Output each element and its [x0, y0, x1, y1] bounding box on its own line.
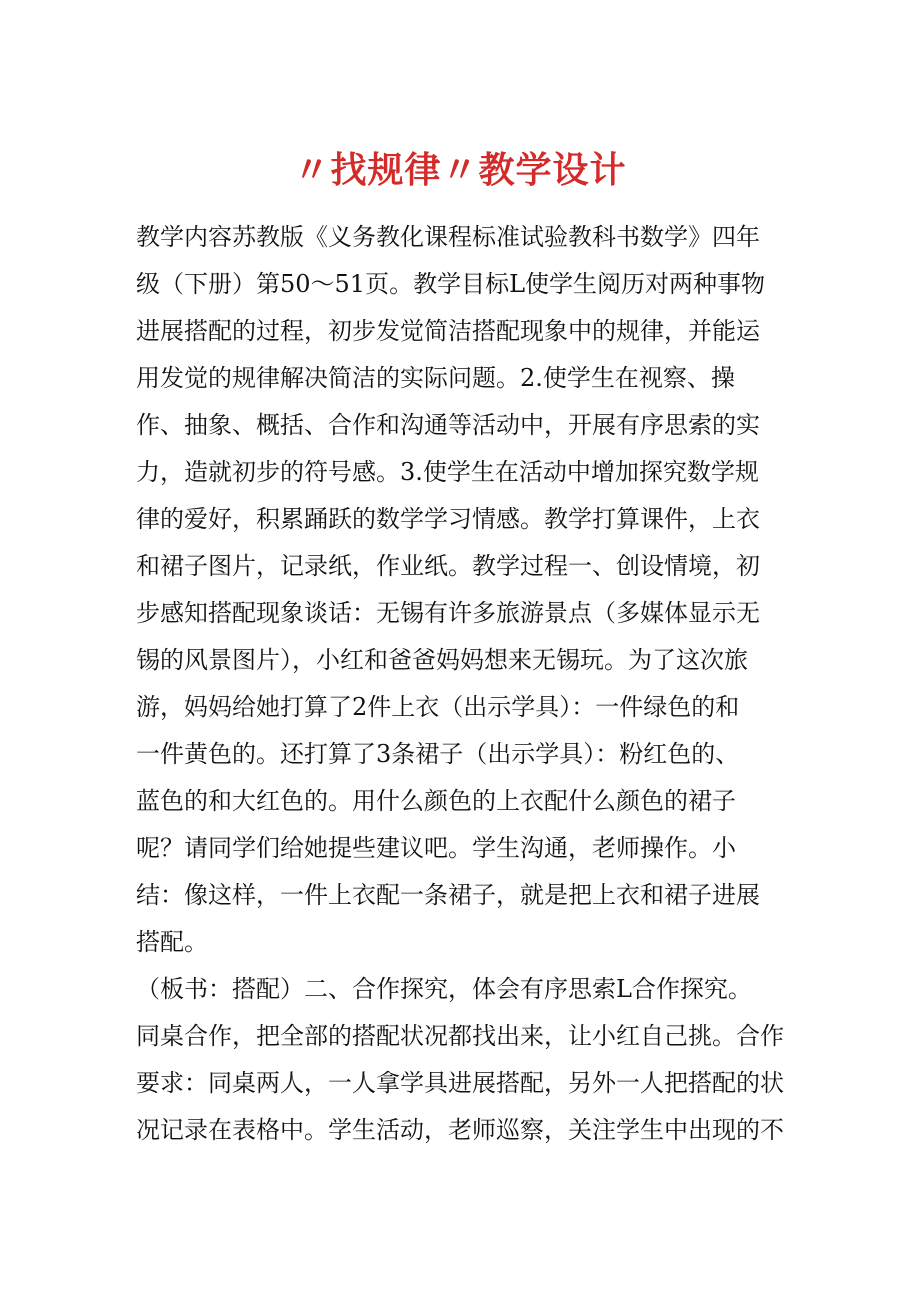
body-line: 搭配。 — [136, 928, 208, 956]
body-line: （板书：搭配）二、合作探究，体会有序思索L合作探究。 — [136, 975, 752, 1003]
document-body — [136, 214, 796, 1154]
body-line: 教学内容苏教版《义务教化课程标准试验教科书数学》四年 — [136, 223, 760, 251]
body-line: 进展搭配的过程，初步发觉简洁搭配现象中的规律，并能运 — [136, 317, 760, 345]
body-line: 步感知搭配现象谈话：无锡有许多旅游景点（多媒体显示无 — [136, 599, 760, 627]
body-line: 呢？请同学们给她提些建议吧。学生沟通，老师操作。小 — [136, 834, 736, 862]
body-line: 级（下册）第50～51页。教学目标L使学生阅历对两种事物 — [136, 270, 766, 298]
body-line: 锡的风景图片），小红和爸爸妈妈想来无锡玩。为了这次旅 — [136, 646, 748, 674]
body-line: 结：像这样，一件上衣配一条裙子，就是把上衣和裙子进展 — [136, 881, 760, 909]
body-line: 况记录在表格中。学生活动，老师巡察，关注学生中出现的不 — [136, 1116, 784, 1144]
body-line: 蓝色的和大红色的。用什么颜色的上衣配什么颜色的裙子 — [136, 787, 736, 815]
body-line: 同桌合作，把全部的搭配状况都找出来，让小红自己挑。合作 — [136, 1022, 784, 1050]
body-line: 用发觉的规律解决简洁的实际问题。2.使学生在视察、操 — [136, 364, 735, 392]
body-line: 游，妈妈给她打算了2件上衣（出示学具）：一件绿色的和 — [136, 693, 740, 721]
body-line: 要求：同桌两人，一人拿学具进展搭配，另外一人把搭配的状 — [136, 1069, 784, 1097]
body-line: 力，造就初步的符号感。3.使学生在活动中增加探究数学规 — [136, 458, 759, 486]
body-line: 和裙子图片，记录纸，作业纸。教学过程一、创设情境，初 — [136, 552, 760, 580]
document-title: 〃找规律〃教学设计 — [293, 149, 627, 191]
body-line: 作、抽象、概括、合作和沟通等活动中，开展有序思索的实 — [136, 411, 760, 439]
body-line: 律的爱好，积累踊跃的数学学习情感。教学打算课件，上衣 — [136, 505, 760, 533]
body-line: 一件黄色的。还打算了3条裙子（出示学具）：粉红色的、 — [136, 740, 740, 768]
